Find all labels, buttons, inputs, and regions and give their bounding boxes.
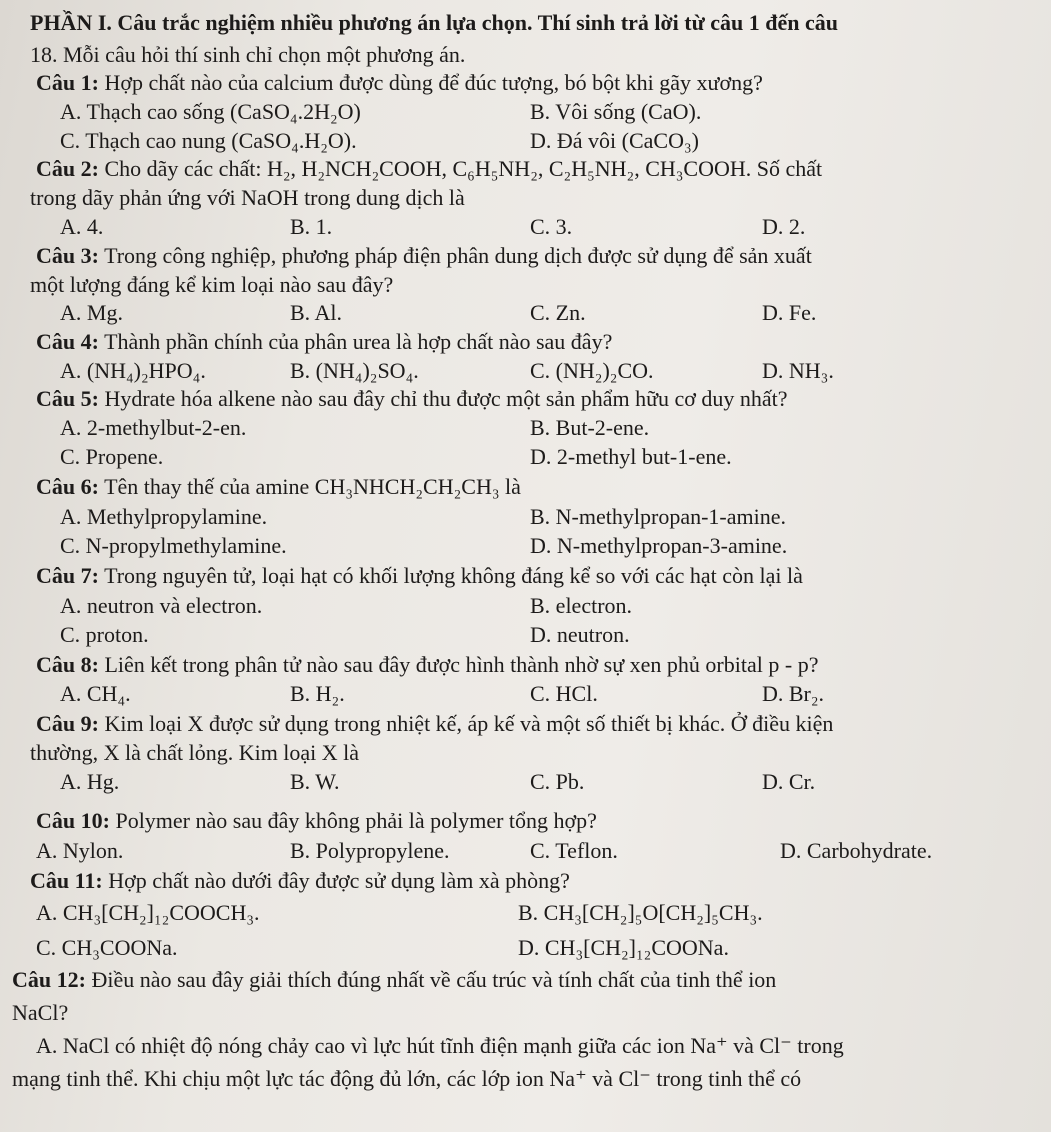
option-b: B. Vôi sống (CaO).	[530, 99, 702, 124]
option-b: B. Polypropylene.	[290, 838, 450, 863]
option-a: A. CH₄.	[60, 681, 131, 706]
question-label: Câu 11:	[30, 868, 103, 893]
question-label: Câu 8:	[36, 652, 99, 677]
option-a: A. 4.	[60, 214, 104, 239]
question-text-cont: NaCl?	[12, 1000, 69, 1025]
question-text: Kim loại X được sử dụng trong nhiệt kế, áp kế và một số thiết bị khác. Ở điều kiện	[104, 711, 834, 736]
question-1	[36, 70, 763, 96]
option-d: D. Đá vôi (CaCO₃)	[530, 128, 699, 153]
question-text-cont: thường, X là chất lỏng. Kim loại X là	[30, 740, 360, 765]
question-label: Câu 7:	[36, 563, 99, 588]
option-c: C. Propene.	[60, 444, 164, 469]
question-text: Tên thay thế của amine CH₃NHCH₂CH₂CH₃ là	[104, 474, 521, 499]
question-label: Câu 5:	[36, 386, 99, 411]
option-d: D. Cr.	[762, 769, 816, 794]
option-a: A. CH₃[CH₂]₁₂COOCH₃.	[36, 900, 260, 925]
question-text-cont: một lượng đáng kể kim loại nào sau đây?	[30, 272, 394, 297]
question-4	[36, 329, 612, 355]
question-text-cont: trong dãy phản ứng với NaOH trong dung dịch là	[30, 185, 465, 210]
option-c: C. proton.	[60, 622, 149, 647]
option-a-cont: mạng tinh thể. Khi chịu một lực tác động đủ lớn, các lớp ion Na⁺ và Cl⁻ trong tinh thể có	[12, 1066, 802, 1091]
question-text: Hydrate hóa alkene nào sau đây chỉ thu được một sản phẩm hữu cơ duy nhất?	[104, 386, 788, 411]
option-b: B. H₂.	[290, 681, 345, 706]
question-text: Liên kết trong phân tử nào sau đây được hình thành nhờ sự xen phủ orbital p - p?	[104, 652, 819, 677]
option-d: D. N-methylpropan-3-amine.	[530, 533, 788, 558]
question-label: Câu 3:	[36, 243, 99, 268]
option-d: D. Carbohydrate.	[780, 838, 933, 863]
question-5	[36, 386, 788, 412]
question-7	[36, 563, 803, 589]
option-c: C. N-propylmethylamine.	[60, 533, 287, 558]
option-c: C. 3.	[530, 214, 573, 239]
option-d: D. neutron.	[530, 622, 630, 647]
question-label: Câu 6:	[36, 474, 99, 499]
option-c: C. Zn.	[530, 300, 586, 325]
question-text: Điều nào sau đây giải thích đúng nhất về cấu trúc và tính chất của tinh thể ion	[91, 967, 777, 992]
question-8	[36, 652, 818, 678]
option-a: A. Methylpropylamine.	[60, 504, 268, 529]
option-a: A. NaCl có nhiệt độ nóng chảy cao vì lực hút tĩnh điện mạnh giữa các ion Na⁺ và Cl⁻ trong	[36, 1033, 844, 1058]
option-c: C. HCl.	[530, 681, 598, 706]
option-d: D. CH₃[CH₂]₁₂COONa.	[518, 935, 729, 960]
question-12	[12, 967, 776, 993]
option-b: B. N-methylpropan-1-amine.	[530, 504, 786, 529]
question-label: Câu 9:	[36, 711, 99, 736]
option-b: B. electron.	[530, 593, 633, 618]
option-a: A. Hg.	[60, 769, 120, 794]
option-b: B. But-2-ene.	[530, 415, 650, 440]
option-d: D. 2-methyl but-1-ene.	[530, 444, 732, 469]
option-a: A. Thạch cao sống (CaSO₄.2H₂O)	[60, 99, 361, 124]
option-b: B. Al.	[290, 300, 342, 325]
option-a: A. Mg.	[60, 300, 123, 325]
question-11	[30, 868, 570, 894]
question-10	[36, 808, 597, 834]
question-label: Câu 12:	[12, 967, 86, 992]
option-c: C. CH₃COONa.	[36, 935, 178, 960]
option-b: B. 1.	[290, 214, 333, 239]
option-c: C. (NH₂)₂CO.	[530, 358, 654, 383]
option-c: C. Pb.	[530, 769, 585, 794]
section-header-line1	[30, 10, 838, 36]
option-d: D. Br₂.	[762, 681, 825, 706]
option-d: D. Fe.	[762, 300, 817, 325]
option-a: A. Nylon.	[36, 838, 124, 863]
question-9	[36, 711, 833, 737]
question-6	[36, 474, 521, 500]
question-text: Trong nguyên tử, loại hạt có khối lượng không đáng kể so với các hạt còn lại là	[104, 563, 803, 588]
option-c: C. Thạch cao nung (CaSO₄.H₂O).	[60, 128, 357, 153]
option-b: B. (NH₄)₂SO₄.	[290, 358, 419, 383]
question-text: Hợp chất nào dưới đây được sử dụng làm xà phòng?	[108, 868, 570, 893]
question-label: Câu 2:	[36, 156, 99, 181]
option-b: B. W.	[290, 769, 340, 794]
option-d: D. NH₃.	[762, 358, 834, 383]
question-text: Thành phần chính của phân urea là hợp chất nào sau đây?	[104, 329, 613, 354]
question-text: Hợp chất nào của calcium được dùng để đúc tượng, bó bột khi gãy xương?	[104, 70, 763, 95]
question-label: Câu 10:	[36, 808, 110, 833]
question-3	[36, 243, 812, 269]
question-2	[36, 156, 822, 182]
question-text: Polymer nào sau đây không phải là polymer tổng hợp?	[115, 808, 597, 833]
question-label: Câu 4:	[36, 329, 99, 354]
option-b: B. CH₃[CH₂]₅O[CH₂]₅CH₃.	[518, 900, 763, 925]
option-a: A. neutron và electron.	[60, 593, 263, 618]
part-label: PHẦN I.	[30, 10, 112, 35]
option-a: A. (NH₄)₂HPO₄.	[60, 358, 206, 383]
question-text: Trong công nghiệp, phương pháp điện phân dung dịch được sử dụng để sản xuất	[104, 243, 812, 268]
question-label: Câu 1:	[36, 70, 99, 95]
option-d: D. 2.	[762, 214, 806, 239]
question-text: Cho dãy các chất: H₂, H₂NCH₂COOH, C₆H₅NH₂, C₂H₅NH₂, CH₃COOH. Số chất	[104, 156, 823, 181]
option-c: C. Teflon.	[530, 838, 618, 863]
section-instruction: Câu trắc nghiệm nhiều phương án lựa chọn. Thí sinh trả lời từ câu 1 đến câu	[111, 10, 839, 35]
option-a: A. 2-methylbut-2-en.	[60, 415, 247, 440]
section-header-line2: 18. Mỗi câu hỏi thí sinh chỉ chọn một phương án.	[30, 42, 466, 67]
